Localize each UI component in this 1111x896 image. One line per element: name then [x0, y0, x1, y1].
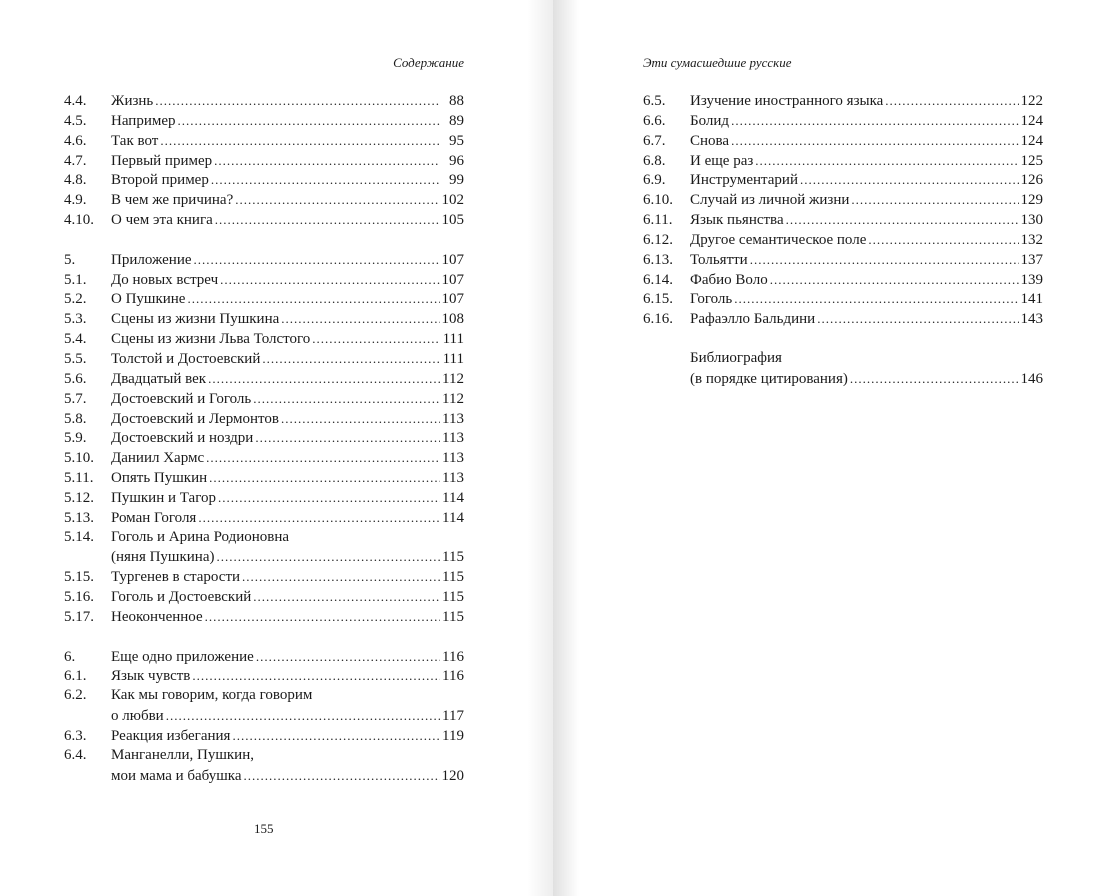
- toc-spacer: [64, 230, 464, 250]
- toc-entry-title: Манганелли, Пушкин,: [111, 746, 254, 763]
- toc-entry-title: Случай из личной жизни: [690, 192, 850, 209]
- dot-leader: [770, 270, 1019, 290]
- toc-entry-title: Так вот: [111, 132, 159, 149]
- toc-entry-number: 5.1.: [64, 271, 87, 288]
- toc-entry: [64, 726, 464, 746]
- toc-entry-number: 6.2.: [64, 687, 87, 704]
- toc-entry-title: Второй пример: [111, 172, 209, 189]
- toc-entry: [643, 230, 1043, 250]
- toc-entry: [64, 468, 464, 488]
- toc-entry: [64, 210, 464, 230]
- toc-entry-page: 115: [442, 589, 464, 606]
- dot-leader: [786, 210, 1019, 230]
- toc-entry: [64, 409, 464, 429]
- toc-entry: [64, 686, 464, 706]
- toc-entry: [643, 91, 1043, 111]
- toc-entry-number: 5.14.: [64, 528, 94, 545]
- toc-entry: [643, 131, 1043, 151]
- page-number: 155: [254, 821, 274, 836]
- toc-entry-page: 105: [441, 212, 464, 229]
- toc-entry-page: 124: [1020, 132, 1043, 149]
- toc-entry-page: 125: [1020, 152, 1043, 169]
- toc-entry-title: Тольятти: [690, 251, 748, 268]
- toc-entry-title: До новых встреч: [111, 271, 219, 288]
- toc-entry-page: 119: [442, 728, 464, 744]
- toc-entry-number: 6.8.: [643, 152, 666, 169]
- dot-leader: [253, 587, 440, 607]
- dot-leader: [192, 666, 440, 686]
- dot-leader: [205, 607, 440, 627]
- dot-leader: [255, 428, 440, 448]
- toc-spacer: [64, 627, 464, 647]
- toc-entry-title: Даниил Хармс: [111, 450, 205, 467]
- toc-entry: [64, 289, 464, 309]
- toc-entry-title: Реакция избегания: [111, 728, 231, 744]
- toc-entry-number: 6.: [64, 648, 76, 665]
- dot-leader: [244, 766, 440, 786]
- toc-entry-page: 115: [442, 569, 464, 586]
- toc-entry: [64, 766, 464, 786]
- dot-leader: [155, 91, 440, 111]
- toc-entry-title: Например: [111, 112, 176, 129]
- dot-leader: [851, 190, 1018, 210]
- toc-entry-title: о любви: [111, 708, 164, 725]
- running-head-right: Эти сумасшедшие русские: [643, 55, 792, 70]
- toc-entry: [64, 647, 464, 667]
- gutter-shadow-right: [553, 0, 579, 896]
- dot-leader: [750, 250, 1019, 270]
- toc-entry-page: 108: [441, 311, 464, 328]
- toc-entry-title: Достоевский и Гоголь: [111, 390, 252, 407]
- dot-leader: [214, 151, 440, 171]
- toc-entry-title: Сцены из жизни Пушкина: [111, 311, 280, 328]
- dot-leader: [281, 309, 439, 329]
- toc-entry: [64, 567, 464, 587]
- toc-entry-page: 114: [442, 489, 464, 506]
- toc-entry-number: 4.5.: [64, 112, 87, 129]
- dot-leader: [178, 111, 441, 131]
- toc-entry-title: (в порядке цитирования): [690, 370, 848, 387]
- dot-leader: [187, 289, 439, 309]
- toc-entry-title: О Пушкине: [111, 291, 186, 308]
- toc-entry-page: 113: [442, 470, 464, 487]
- toc-entry: [64, 309, 464, 329]
- toc-entry: [64, 349, 464, 369]
- toc-entry-page: 111: [442, 350, 464, 367]
- toc-entry: [64, 547, 464, 567]
- dot-leader: [734, 289, 1018, 309]
- dot-leader: [731, 131, 1018, 151]
- toc-entry: [64, 389, 464, 409]
- toc-entry: [643, 309, 1043, 329]
- toc-entry-title: Опять Пушкин: [111, 470, 208, 487]
- toc-entry-number: 5.8.: [64, 410, 87, 427]
- toc-entry-title: Тургенев в старости: [111, 569, 241, 586]
- toc-entry-number: 6.15.: [643, 291, 673, 308]
- toc-entry: [64, 91, 464, 111]
- toc-entry-number: 6.4.: [64, 746, 87, 763]
- toc-entry-title: Другое семантическое поле: [690, 231, 867, 248]
- toc-entry-page: 99: [449, 172, 464, 189]
- dot-leader: [235, 190, 439, 210]
- toc-entry-title: Язык пьянства: [690, 212, 784, 229]
- toc-entry-number: 6.13.: [643, 251, 673, 268]
- toc-entry-title: Двадцатый век: [111, 370, 207, 387]
- dot-leader: [220, 270, 439, 290]
- toc-entry: [64, 190, 464, 210]
- toc-entry: [64, 528, 464, 548]
- toc-entry: [643, 170, 1043, 190]
- running-head-left: Содержание: [393, 55, 464, 70]
- toc-entry-number: 5.12.: [64, 489, 94, 506]
- toc-entry-page: 122: [1020, 93, 1043, 109]
- toc-entry-number: 5.3.: [64, 311, 87, 328]
- dot-leader: [731, 111, 1018, 131]
- dot-leader: [206, 448, 440, 468]
- toc-entry-page: 96: [449, 152, 464, 169]
- toc-entry-number: 6.7.: [643, 132, 666, 149]
- toc-entry-title: Гоголь и Арина Родионовна: [111, 528, 290, 545]
- toc-spacer: [643, 329, 1043, 349]
- toc-entry-title: Толстой и Достоевский: [111, 350, 261, 367]
- toc-entry: [64, 746, 464, 766]
- toc-entry: [64, 329, 464, 349]
- toc-entry-number: 6.11.: [643, 212, 673, 229]
- dot-leader: [211, 170, 440, 190]
- toc-entry-page: 116: [442, 648, 464, 665]
- dot-leader: [256, 647, 440, 667]
- toc-entry-title: Библиография: [690, 349, 782, 366]
- dot-leader: [232, 726, 440, 746]
- toc-entry: [643, 289, 1043, 309]
- toc-entry-number: 5.: [64, 251, 76, 268]
- dot-leader: [253, 389, 440, 409]
- dot-leader: [216, 547, 440, 567]
- toc-entry-number: 5.7.: [64, 390, 87, 407]
- dot-leader: [218, 488, 440, 508]
- toc-entry-page: 107: [441, 291, 464, 308]
- toc-entry-number: 4.9.: [64, 192, 87, 209]
- toc-entry: [643, 349, 1043, 369]
- toc-entry-page: 126: [1020, 172, 1043, 189]
- toc-entry: [64, 488, 464, 508]
- toc-entry: [64, 587, 464, 607]
- toc-entry-page: 146: [1020, 370, 1043, 387]
- toc-entry-page: 139: [1020, 271, 1043, 288]
- toc-entry: [64, 111, 464, 131]
- toc-entry-page: 111: [442, 331, 464, 348]
- toc-entry: [64, 250, 464, 270]
- toc-entry-page: 130: [1020, 212, 1043, 229]
- toc-entry-page: 113: [442, 410, 464, 427]
- toc-entry-page: 115: [442, 549, 464, 566]
- toc-entry-page: 112: [442, 370, 464, 387]
- toc-entry-number: 6.9.: [643, 172, 666, 189]
- toc-entry-title: мои мама и бабушка: [111, 767, 242, 784]
- toc-entry: [64, 131, 464, 151]
- dot-leader: [215, 210, 440, 230]
- toc-entry-title: В чем же причина?: [111, 192, 234, 209]
- toc-entry-page: 113: [442, 450, 464, 467]
- toc-entry-title: Гоголь и Достоевский: [111, 589, 252, 606]
- toc-entry-title: Первый пример: [111, 152, 213, 169]
- toc-entry-number: 5.5.: [64, 350, 87, 367]
- toc-entry-page: 115: [442, 608, 464, 625]
- toc-entry-page: 88: [449, 93, 464, 109]
- toc-entry-number: 4.4.: [64, 93, 87, 109]
- dot-leader: [194, 250, 440, 270]
- toc-entry: [643, 210, 1043, 230]
- toc-entry-title: Фабио Воло: [690, 271, 768, 288]
- toc-entry-number: 6.16.: [643, 311, 673, 328]
- toc-entry-number: 6.6.: [643, 112, 666, 129]
- dot-leader: [208, 369, 440, 389]
- toc-entry: [64, 170, 464, 190]
- toc-entry-page: 107: [441, 251, 464, 268]
- toc-entry-title: Гоголь: [690, 291, 733, 308]
- toc-entry-number: 6.14.: [643, 271, 673, 288]
- toc-entry-page: 102: [441, 192, 464, 209]
- toc-list-right: [643, 91, 1043, 389]
- toc-entry-title: Пушкин и Тагор: [111, 489, 216, 506]
- toc-entry-title: Изучение иностранного языка: [690, 93, 884, 109]
- left-page: [0, 0, 553, 896]
- toc-entry-number: 6.10.: [643, 192, 673, 209]
- dot-leader: [242, 567, 440, 587]
- toc-entry-title: Как мы говорим, когда говорим: [111, 687, 313, 704]
- dot-leader: [262, 349, 440, 369]
- toc-entry: [643, 190, 1043, 210]
- gutter-shadow-left: [527, 0, 553, 896]
- toc-entry-page: 116: [442, 668, 464, 685]
- toc-entry-number: 5.16.: [64, 589, 94, 606]
- toc-entry-number: 4.7.: [64, 152, 87, 169]
- toc-entry: [64, 706, 464, 726]
- toc-entry: [643, 151, 1043, 171]
- toc-entry-number: 4.8.: [64, 172, 87, 189]
- toc-entry-number: 5.2.: [64, 291, 87, 308]
- toc-entry-page: 113: [442, 430, 464, 447]
- toc-entry-title: Инструментарий: [690, 172, 798, 189]
- toc-entry-page: 141: [1020, 291, 1043, 308]
- dot-leader: [281, 409, 440, 429]
- right-page: [553, 0, 1111, 896]
- toc-entry-title: Язык чувств: [111, 668, 191, 685]
- toc-entry-title: Неоконченное: [111, 608, 203, 625]
- dot-leader: [166, 706, 440, 726]
- toc-entry-page: 112: [442, 390, 464, 407]
- dot-leader: [755, 151, 1018, 171]
- toc-entry-title: Жизнь: [111, 93, 154, 109]
- toc-entry-title: И еще раз: [690, 152, 754, 169]
- toc-entry-title: Еще одно приложение: [111, 648, 254, 665]
- dot-leader: [160, 131, 440, 151]
- toc-entry-page: 143: [1020, 311, 1043, 328]
- toc-entry: [64, 270, 464, 290]
- toc-entry-number: 6.12.: [643, 231, 673, 248]
- toc-entry: [643, 369, 1043, 389]
- toc-list-left: [64, 91, 464, 786]
- toc-entry-page: 129: [1020, 192, 1043, 209]
- dot-leader: [198, 508, 440, 528]
- toc-entry-number: 5.4.: [64, 331, 87, 348]
- toc-entry-title: Снова: [690, 132, 730, 149]
- dot-leader: [885, 91, 1018, 111]
- toc-entry-page: 117: [442, 708, 464, 725]
- toc-entry-page: 107: [441, 271, 464, 288]
- toc-entry-title: Приложение: [111, 251, 192, 268]
- toc-entry-title: Роман Гоголя: [111, 509, 197, 526]
- toc-entry-number: 5.6.: [64, 370, 87, 387]
- toc-entry-number: 5.15.: [64, 569, 94, 586]
- toc-entry-number: 4.10.: [64, 212, 94, 229]
- toc-entry-title: Рафаэлло Бальдини: [690, 311, 816, 328]
- toc-entry: [643, 270, 1043, 290]
- dot-leader: [868, 230, 1018, 250]
- dot-leader: [817, 309, 1018, 329]
- dot-leader: [850, 369, 1019, 389]
- toc-entry-page: 120: [441, 767, 464, 784]
- toc-entry-page: 132: [1020, 231, 1043, 248]
- toc-entry-number: 6.1.: [64, 668, 87, 685]
- toc-entry-title: Болид: [690, 112, 730, 129]
- toc-entry-number: 5.9.: [64, 430, 87, 447]
- toc-entry-number: 5.10.: [64, 450, 94, 467]
- toc-entry-title: Достоевский и ноздри: [111, 430, 254, 447]
- toc-entry-title: Достоевский и Лермонтов: [111, 410, 279, 427]
- toc-entry: [64, 607, 464, 627]
- toc-entry-number: 5.13.: [64, 509, 94, 526]
- toc-entry-title: (няня Пушкина): [111, 549, 215, 566]
- toc-entry-page: 137: [1020, 251, 1043, 268]
- toc-entry-page: 95: [449, 132, 464, 149]
- toc-entry: [64, 666, 464, 686]
- toc-entry-number: 5.11.: [64, 470, 94, 487]
- dot-leader: [800, 170, 1019, 190]
- dot-leader: [312, 329, 440, 349]
- toc-entry: [64, 428, 464, 448]
- toc-entry-number: 4.6.: [64, 132, 87, 149]
- toc-entry-number: 5.17.: [64, 608, 94, 625]
- toc-entry: [64, 151, 464, 171]
- toc-entry: [64, 448, 464, 468]
- toc-entry-number: 6.3.: [64, 728, 87, 744]
- toc-entry: [643, 111, 1043, 131]
- toc-entry: [643, 250, 1043, 270]
- toc-entry: [64, 369, 464, 389]
- toc-entry-page: 114: [442, 509, 464, 526]
- toc-entry-title: Сцены из жизни Льва Толстого: [111, 331, 311, 348]
- toc-entry-title: О чем эта книга: [111, 212, 213, 229]
- toc-entry: [64, 508, 464, 528]
- dot-leader: [209, 468, 440, 488]
- toc-entry-page: 124: [1020, 112, 1043, 129]
- toc-entry-page: 89: [449, 112, 464, 129]
- toc-entry-number: 6.5.: [643, 93, 666, 109]
